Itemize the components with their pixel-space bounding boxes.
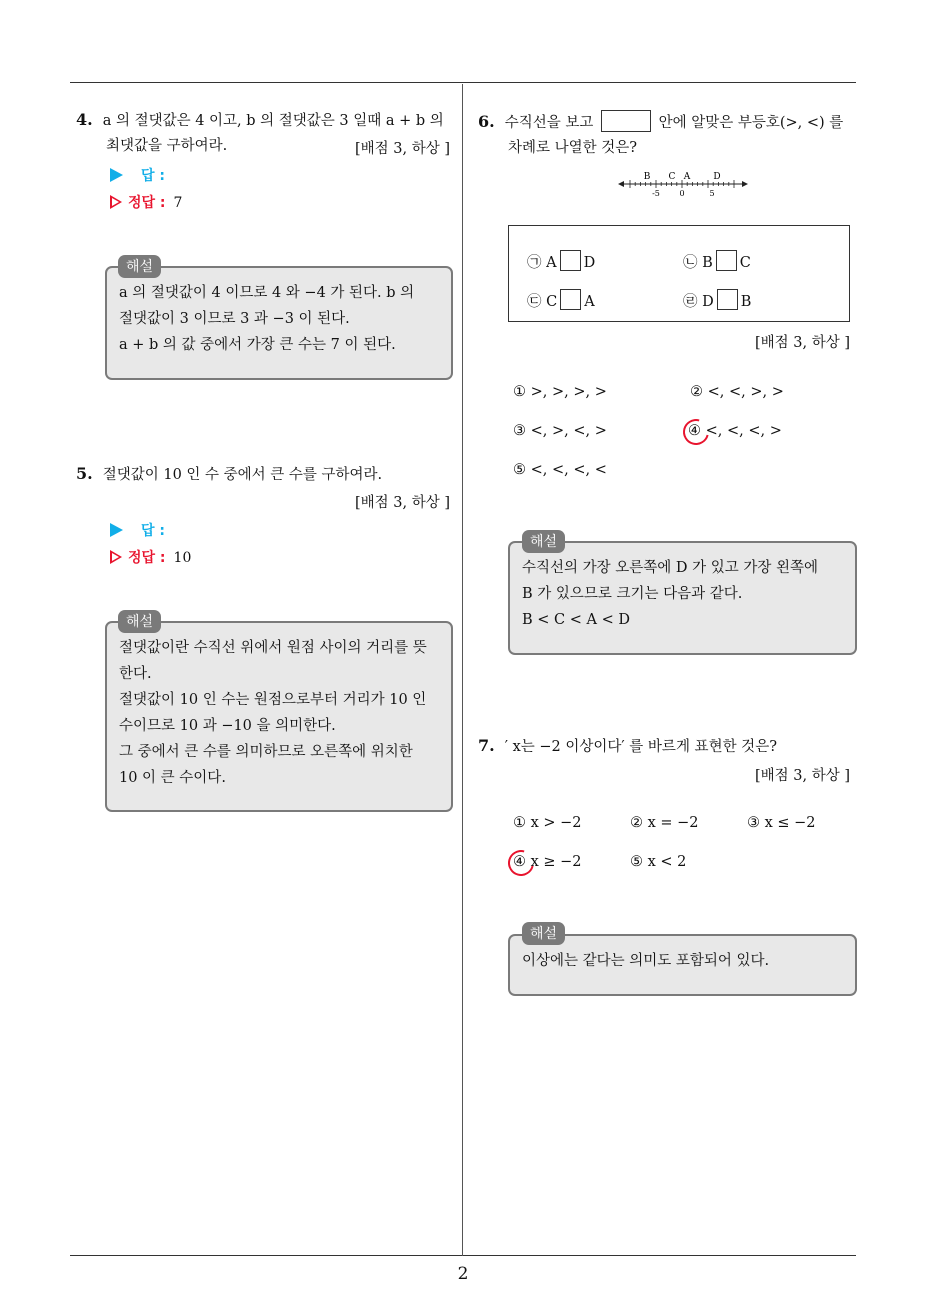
choice-5[interactable]: ⑤ <, <, <, < xyxy=(513,462,607,478)
tick-label-5: 5 xyxy=(709,189,715,198)
correct-label: 정답 : xyxy=(128,550,166,566)
explanation-line: B 가 있으므로 크기는 다음과 같다. xyxy=(522,586,743,602)
explanation-box xyxy=(105,621,453,812)
choice-4[interactable]: ④ x ≥ −2 xyxy=(513,854,582,870)
explanation-box xyxy=(508,541,857,655)
question-number: 5. xyxy=(76,464,93,483)
comparison-4 xyxy=(683,289,751,311)
correct-answer-line xyxy=(110,192,182,212)
selected-answer-circle xyxy=(678,414,714,450)
explanation-line: 10 이 큰 수이다. xyxy=(119,770,226,786)
number-line-figure xyxy=(618,168,750,202)
tick-label-0: 0 xyxy=(679,189,685,198)
choice-1[interactable]: ① >, >, >, > xyxy=(513,384,607,400)
question-text-line1: 절댓값이 10 인 수 중에서 큰 수를 구하여라. xyxy=(102,467,383,483)
play-icon xyxy=(110,523,123,537)
correct-answer-line xyxy=(110,547,191,567)
correct-value: 10 xyxy=(173,550,192,566)
answer-label: 답 : xyxy=(141,168,165,184)
comparison-left: D xyxy=(702,294,714,310)
question-number: 6. xyxy=(478,112,495,131)
question-text-line1: a 의 절댓값은 4 이고, b 의 절댓값은 3 일때 a + b 의 xyxy=(102,113,444,129)
comparison-3 xyxy=(527,289,595,311)
explanation-line: 절댓값이 3 이므로 3 과 −3 이 된다. xyxy=(119,311,350,327)
choice-5[interactable]: ⑤ x < 2 xyxy=(630,854,687,870)
comparison-right: B xyxy=(740,294,752,310)
question-4-line2: 최댓값을 구하여라. xyxy=(106,138,228,154)
choice-3[interactable]: ③ x ≤ −2 xyxy=(747,815,816,831)
blank-square xyxy=(717,289,738,310)
question-text-line1: ′ x는 −2 이상이다′ 를 바르게 표현한 것은? xyxy=(504,739,777,755)
explanation-line: a 의 절댓값이 4 이므로 4 와 −4 가 된다. b 의 xyxy=(119,285,415,301)
point-label-a: A xyxy=(683,172,691,182)
top-rule xyxy=(70,82,856,83)
explanation-line: 수직선의 가장 오른쪽에 D 가 있고 가장 왼쪽에 xyxy=(522,560,819,576)
explanation-line: B < C < A < D xyxy=(522,612,630,628)
comparison-right: A xyxy=(584,294,595,310)
choice-2[interactable]: ② x = −2 xyxy=(630,815,699,831)
question-meta: [배점 3, 하상 ] xyxy=(355,495,451,511)
outline-play-icon xyxy=(110,550,122,564)
bottom-rule xyxy=(70,1255,856,1256)
comparison-right: D xyxy=(583,255,596,271)
comparison-mark: ㉠ xyxy=(527,255,542,271)
comparison-2 xyxy=(683,250,751,272)
point-label-b: B xyxy=(643,172,651,182)
comparison-left: B xyxy=(702,255,713,271)
tick-label-neg5: -5 xyxy=(652,189,660,198)
question-4 xyxy=(76,107,456,134)
explanation-tag: 해설 xyxy=(522,922,565,945)
explanation-line: 이상에는 같다는 의미도 포함되어 있다. xyxy=(522,953,770,969)
choice-1[interactable]: ① x > −2 xyxy=(513,815,582,831)
question-7 xyxy=(478,733,863,760)
question-5 xyxy=(76,461,456,488)
explanation-tag: 해설 xyxy=(522,530,565,553)
blank-square xyxy=(560,250,581,271)
comparison-left: C xyxy=(546,294,558,310)
choice-3[interactable]: ③ <, >, <, > xyxy=(513,423,607,439)
explanation-tag: 해설 xyxy=(118,255,161,278)
answer-line xyxy=(110,520,165,540)
explanation-line: 절댓값이 10 인 수는 원점으로부터 거리가 10 인 xyxy=(119,692,427,708)
column-divider xyxy=(462,84,463,1256)
blank-square xyxy=(716,250,737,271)
blank-square xyxy=(560,289,581,310)
question-text-part2: 안에 알맞은 부등호(>, <) 를 xyxy=(658,115,844,131)
explanation-line: 한다. xyxy=(119,666,152,682)
comparison-left: A xyxy=(546,255,557,271)
question-6 xyxy=(478,109,863,136)
explanation-line: a + b 의 값 중에서 가장 큰 수는 7 이 된다. xyxy=(119,337,396,353)
correct-label: 정답 : xyxy=(128,195,166,211)
explanation-box xyxy=(105,266,453,380)
question-meta: [배점 3, 하상 ] xyxy=(755,768,851,784)
comparison-mark: ㉣ xyxy=(683,294,698,310)
explanation-line: 그 중에서 큰 수를 의미하므로 오른쪽에 위치한 xyxy=(119,744,413,760)
blank-box xyxy=(601,110,651,132)
comparison-mark: ㉡ xyxy=(683,255,698,271)
point-label-c: C xyxy=(668,172,676,182)
answer-line xyxy=(110,165,165,185)
point-label-d: D xyxy=(713,172,721,182)
explanation-line: 절댓값이란 수직선 위에서 원점 사이의 거리를 뜻 xyxy=(119,640,427,656)
choice-4[interactable]: ④ <, <, <, > xyxy=(688,423,782,439)
question-number: 4. xyxy=(76,110,93,129)
outline-play-icon xyxy=(110,195,122,209)
answer-label: 답 : xyxy=(141,523,165,539)
comparison-1 xyxy=(527,250,595,272)
play-icon xyxy=(110,168,123,182)
page-number: 2 xyxy=(457,1264,469,1284)
correct-value: 7 xyxy=(173,195,183,211)
question-text-part1: 수직선을 보고 xyxy=(504,115,594,131)
selected-answer-circle xyxy=(503,845,539,881)
question-meta: [배점 3, 하상 ] xyxy=(355,141,451,157)
question-meta: [배점 3, 하상 ] xyxy=(755,335,851,351)
comparison-mark: ㉢ xyxy=(527,294,542,310)
question-6-line2: 차례로 나열한 것은? xyxy=(508,140,638,156)
choice-2[interactable]: ② <, <, >, > xyxy=(690,384,784,400)
explanation-line: 수이므로 10 과 −10 을 의미한다. xyxy=(119,718,336,734)
comparison-right: C xyxy=(739,255,751,271)
explanation-tag: 해설 xyxy=(118,610,161,633)
question-number: 7. xyxy=(478,736,495,755)
